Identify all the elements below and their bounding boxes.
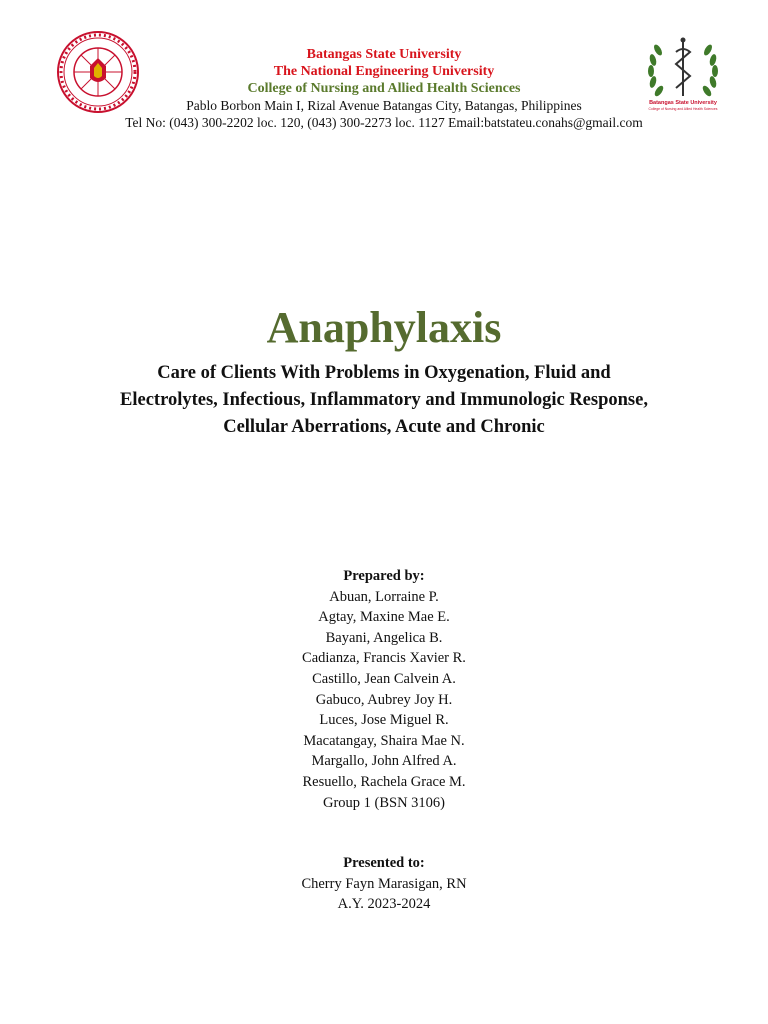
letterhead [0,0,768,140]
prepared-by-label: Prepared by: [343,568,425,584]
member-name: Luces, Jose Miguel R. [319,712,449,729]
academic-year: A.Y. 2023-2024 [337,896,431,913]
address: Pablo Borbon Main I, Rizal Avenue Batangas City, Batangas, Philippines [186,98,582,113]
subtitle-line: Cellular Aberrations, Acute and Chronic [223,417,545,437]
member-name: Resuello, Rachela Grace M. [302,773,466,790]
subtitle-line: Care of Clients With Problems in Oxygenation, Fluid and [157,363,611,383]
member-name: Cadianza, Francis Xavier R. [302,650,466,667]
instructor-name: Cherry Fayn Marasigan, RN [301,875,467,892]
group-label: Group 1 (BSN 3106) [322,794,446,811]
college-name: College of Nursing and Allied Health Sciences [247,81,521,96]
member-name: Castillo, Jean Calvein A. [312,670,456,687]
document-subtitle [0,360,768,441]
subtitle-line: Electrolytes, Infectious, Inflammatory and Immunologic Response, [120,390,648,410]
presented-to-section [0,853,768,915]
university-tagline: The National Engineering University [273,64,495,79]
prepared-by-section [0,566,768,813]
document-title: Anaphylaxis [266,303,502,352]
member-name: Agtay, Maxine Mae E. [318,609,450,626]
right-logo-caption-1: Batangas State University [649,100,717,106]
member-name: Bayani, Angelica B. [325,629,443,646]
contact-info: Tel No: (043) 300-2202 loc. 120, (043) 300-2273 loc. 1127 Email:batstateu.conahs@gmail.com [125,115,643,130]
right-logo-caption-2: College of Nursing and Allied Health Sciences [648,107,718,111]
university-name: Batangas State University [306,47,462,62]
member-name: Abuan, Lorraine P. [329,588,439,605]
presented-to-label: Presented to: [343,855,425,871]
caduceus-laurel-icon [640,32,726,112]
member-name: Gabuco, Aubrey Joy H. [315,691,453,708]
title-block [0,300,768,441]
member-name: Margallo, John Alfred A. [311,753,457,770]
member-name: Macatangay, Shaira Mae N. [303,732,465,749]
